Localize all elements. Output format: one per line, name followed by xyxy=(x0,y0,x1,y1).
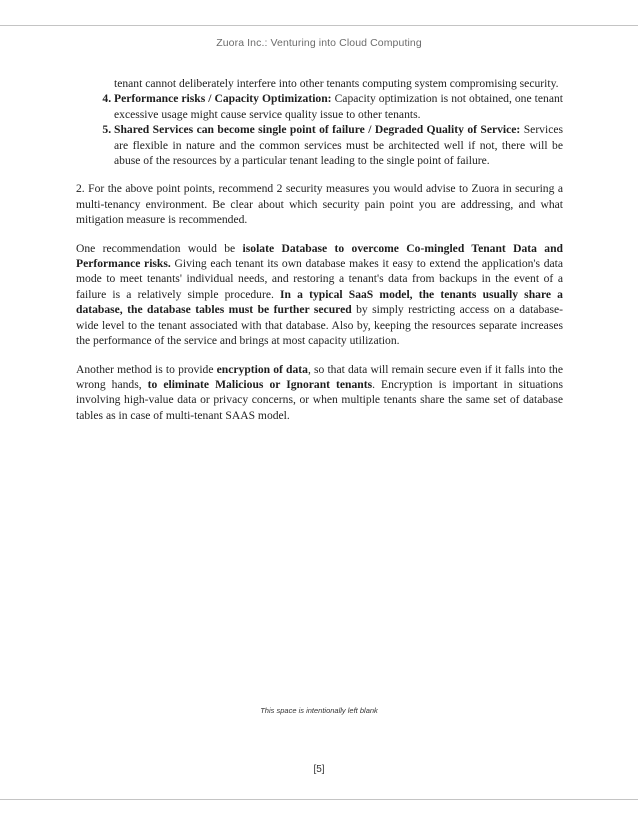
list-item-title: Performance risks / Capacity Optimization: xyxy=(114,92,332,106)
page-header: Zuora Inc.: Venturing into Cloud Computing xyxy=(216,37,422,49)
header-rule xyxy=(0,25,638,26)
list-item-text: Capacity optimization is not obtained, one tenant excessive usage might cause service quality issue to other tenants. xyxy=(114,92,563,121)
text-run: One recommendation would be xyxy=(76,241,243,255)
bold-run: to eliminate Malicious or Ignorant tenants xyxy=(147,377,373,391)
continued-list-text: tenant cannot deliberately interfere into other tenants computing system compromising security. xyxy=(114,77,559,90)
text-run: Another method is to provide xyxy=(76,362,217,376)
list-item-title: Shared Services can become single point of failure / Degraded Quality of Service: xyxy=(114,123,521,137)
risk-list xyxy=(76,91,563,168)
page-number: [5] xyxy=(313,764,325,775)
text-run: , so that data will remain secure even if it falls into the wrong hands, xyxy=(76,362,563,391)
list-item xyxy=(114,122,563,168)
bold-run: isolate Database to overcome Co-mingled Tenant Data and Performance risks. xyxy=(76,241,563,271)
footer-rule xyxy=(0,799,638,800)
recommendation-paragraph-1 xyxy=(76,241,563,349)
document-body xyxy=(76,76,563,423)
text-run: Giving each tenant its own database makes it easy to extend the application's data mode to meet tenants' individual needs, and restoring a tenant's data from backups in the event of a failure is a relatively simple procedure. xyxy=(76,257,564,301)
text-run: by simply restricting access on a database-wide level to the tenant associated with that database. Also by, keeping the resources separate increases the performance of the service and brings at most capacity utilization. xyxy=(76,303,563,348)
blank-space-note: This space is intentionally left blank xyxy=(260,706,378,715)
list-item-text: Services are flexible in nature and the common services must be architected well if not, there will be abuse of the resources by a particular tenant leading to the single point of failure. xyxy=(114,123,563,168)
bold-run: In a typical SaaS model, the tenants usually share a database, the database tables must be further secured xyxy=(76,287,563,317)
list-item xyxy=(114,91,563,122)
bold-run: encryption of data xyxy=(216,362,308,376)
question-paragraph: 2. For the above point points, recommend 2 security measures you would advise to Zuora in securing a multi-tenancy environment. Be clear about which security pain point you are addressing, and what mitigation measure is recommended. xyxy=(76,182,563,227)
text-run: . Encryption is important in situations involving high-value data or privacy concerns, or when multiple tenants share the same set of database tables as in case of multi-tenant SAAS model. xyxy=(76,377,563,422)
recommendation-paragraph-2 xyxy=(76,362,563,424)
